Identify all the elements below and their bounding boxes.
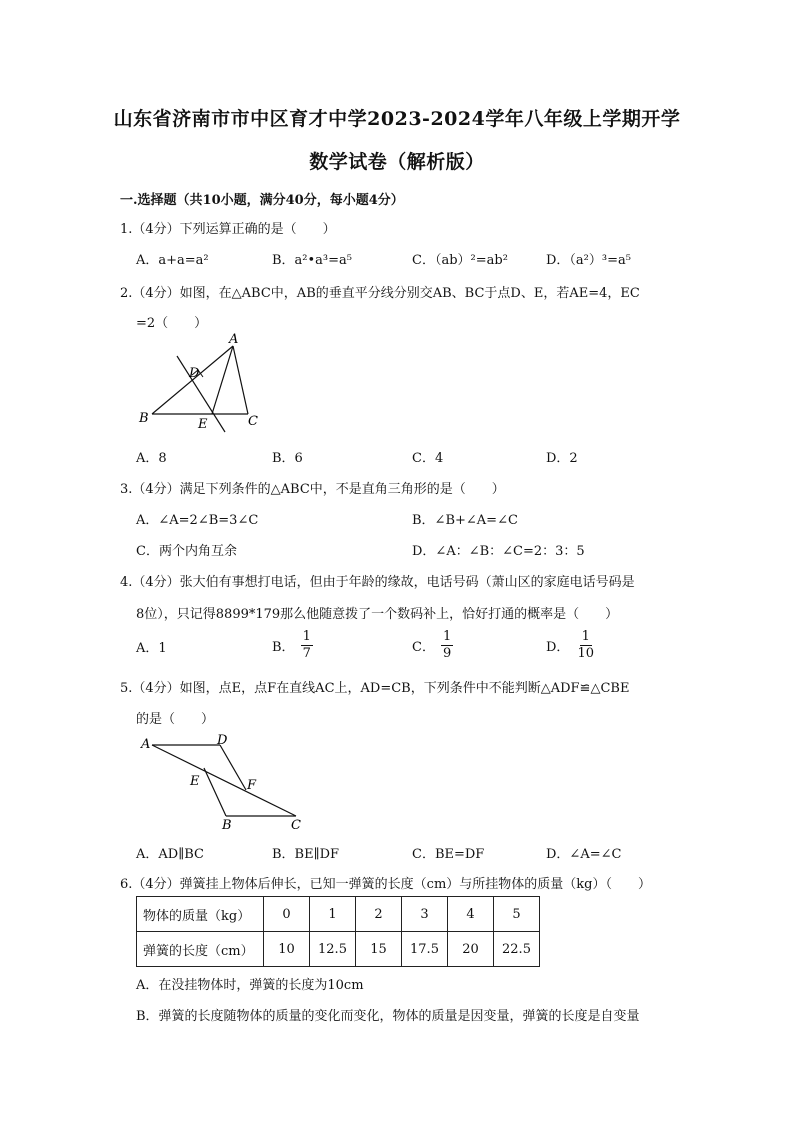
denominator: 10 <box>577 646 594 661</box>
line-ac <box>152 745 296 816</box>
label-a: A <box>229 332 239 347</box>
mass-length-table <box>136 896 540 967</box>
table-cell: 15 <box>356 932 402 967</box>
segment-ac <box>233 346 248 414</box>
q2-stem-line1: 2.（4分）如图，在△ABC中，AB的垂直平分线分别交AB、BC于点D、E，若AE=4，EC <box>120 286 640 301</box>
label-c: C <box>248 414 258 429</box>
segment-df <box>220 745 246 790</box>
table-cell: 22.5 <box>494 932 540 967</box>
q3-option-d: D．∠A：∠B：∠C=2：3：5 <box>412 544 585 559</box>
q4-option-d <box>546 629 596 662</box>
q5-option-a: A．AD∥BC <box>136 847 204 862</box>
numerator: 1 <box>581 629 590 644</box>
table-cell: 3 <box>402 897 448 932</box>
q5-stem-line1: 5.（4分）如图，点E，点F在直线AC上，AD=CB，下列条件中不能判断△ADF≌△CBE <box>120 681 630 696</box>
label-d: D <box>189 366 200 381</box>
q4-stem-line1: 4.（4分）张大伯有事想打电话，但由于年龄的缘故，电话号码（萧山区的家庭电话号码是 <box>120 575 635 590</box>
numerator: 1 <box>302 629 311 644</box>
q4-option-d-label: D． <box>546 640 570 655</box>
fraction-one-tenth <box>575 629 596 662</box>
segment-eb <box>204 768 226 816</box>
label-f: F <box>247 778 257 793</box>
table-row <box>137 897 540 932</box>
q4-stem-line2: 8位），只记得8899*179那么他随意拨了一个数码补上，恰好打通的概率是（ ） <box>136 607 619 622</box>
q3-option-b: B．∠B+∠A=∠C <box>412 513 518 528</box>
table-cell: 2 <box>356 897 402 932</box>
table-cell: 10 <box>264 932 310 967</box>
q1-option-a: A．a+a=a² <box>136 253 209 268</box>
section-heading: 一.选择题（共10小题，满分40分，每小题4分） <box>120 193 404 208</box>
q4-option-b <box>272 629 313 662</box>
row-header-length: 弹簧的长度（cm） <box>137 932 264 967</box>
q5-stem-line2: 的是（ ） <box>136 712 215 727</box>
q4-option-b-label: B． <box>272 640 295 655</box>
exam-title-line1: 山东省济南市市中区育才中学2023-2024学年八年级上学期开学 <box>113 108 681 130</box>
q6-option-a: A．在没挂物体时，弹簧的长度为10cm <box>136 978 364 993</box>
denominator: 7 <box>302 646 311 661</box>
label-a: A <box>141 737 151 752</box>
exam-title-line2: 数学试卷（解析版） <box>309 151 485 173</box>
q1-option-d: D．（a²）³=a⁵ <box>546 253 631 268</box>
label-b: B <box>222 818 232 833</box>
q4-option-c <box>412 629 453 662</box>
denominator: 9 <box>442 646 452 661</box>
q4-option-c-label: C． <box>412 640 435 655</box>
q2-option-d: D．2 <box>546 451 578 466</box>
table-row <box>137 932 540 967</box>
table-cell: 20 <box>448 932 494 967</box>
q2-option-c: C．4 <box>412 451 444 466</box>
numerator: 1 <box>442 629 452 644</box>
label-b: B <box>139 411 149 426</box>
label-d: D <box>217 733 228 748</box>
fraction-one-ninth <box>441 629 453 662</box>
q6-stem: 6.（4分）弹簧挂上物体后伸长，已知一弹簧的长度（cm）与所挂物体的质量（kg）（ ） <box>120 877 651 892</box>
q3-stem: 3.（4分）满足下列条件的△ABC中，不是直角三角形的是（ ） <box>120 482 505 497</box>
q1-option-c: C．（ab）²=ab² <box>412 253 508 268</box>
segment-ae <box>212 346 233 414</box>
table-cell: 17.5 <box>402 932 448 967</box>
q2-figure <box>130 332 270 440</box>
q5-figure <box>136 730 311 835</box>
table-cell: 1 <box>310 897 356 932</box>
table-cell: 5 <box>494 897 540 932</box>
q3-option-c: C．两个内角互余 <box>136 544 237 559</box>
row-header-mass: 物体的质量（kg） <box>137 897 264 932</box>
q4-option-a: A．1 <box>136 641 167 656</box>
q1-option-b: B．a²•a³=a⁵ <box>272 253 352 268</box>
q1-stem: 1.（4分）下列运算正确的是（ ） <box>120 222 336 237</box>
label-e: E <box>190 774 200 789</box>
q3-option-a: A．∠A=2∠B=3∠C <box>136 513 259 528</box>
q2-option-a: A．8 <box>136 451 167 466</box>
q5-option-c: C．BE=DF <box>412 847 485 862</box>
q2-option-b: B．6 <box>272 451 303 466</box>
label-c: C <box>291 818 301 833</box>
q5-option-b: B．BE∥DF <box>272 847 340 862</box>
fraction-one-seventh <box>301 629 313 662</box>
q2-stem-line2: =2（ ） <box>136 316 208 331</box>
q6-option-b: B．弹簧的长度随物体的质量的变化而变化，物体的质量是因变量，弹簧的长度是自变量 <box>136 1009 640 1024</box>
label-e: E <box>198 417 208 432</box>
table-cell: 0 <box>264 897 310 932</box>
table-cell: 12.5 <box>310 932 356 967</box>
table-cell: 4 <box>448 897 494 932</box>
q5-option-d: D．∠A=∠C <box>546 847 622 862</box>
